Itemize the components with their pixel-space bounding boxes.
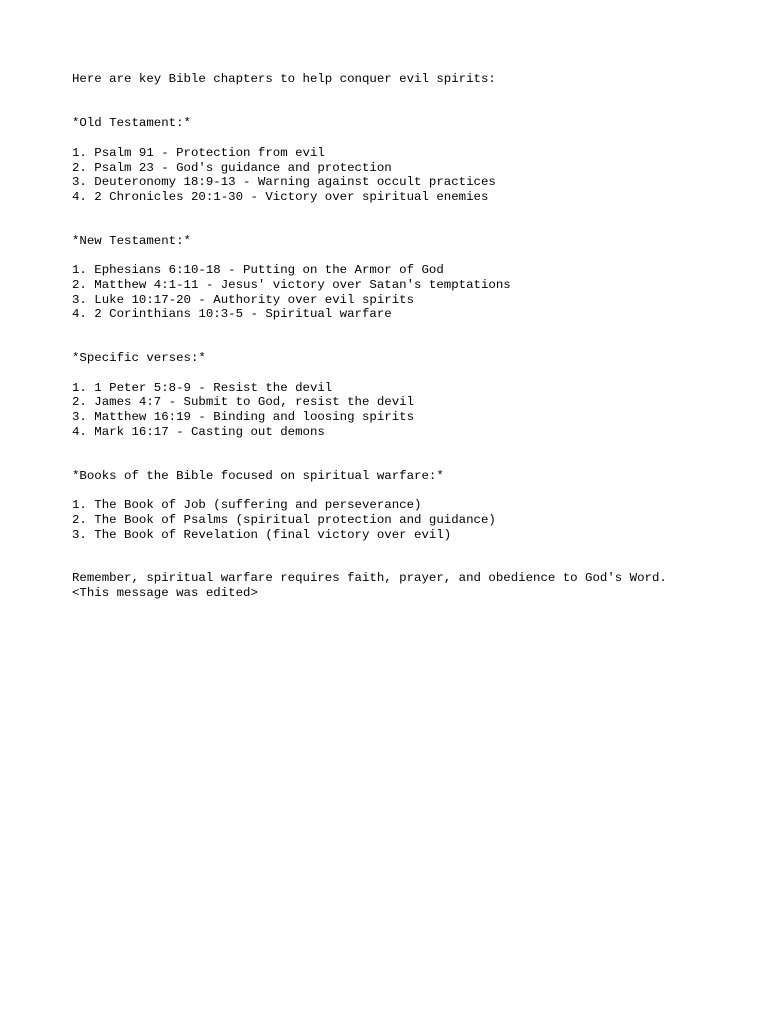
section-heading-old-testament: *Old Testament:* [72, 116, 191, 130]
intro-text: Here are key Bible chapters to help conquer evil spirits: [72, 72, 496, 86]
list-item: 3. The Book of Revelation (final victory over evil) [72, 528, 452, 542]
list-item: 2. Matthew 4:1-11 - Jesus' victory over Satan's temptations [72, 278, 511, 292]
list-item: 4. 2 Corinthians 10:3-5 - Spiritual warfare [72, 307, 392, 321]
list-item: 3. Matthew 16:19 - Binding and loosing spirits [72, 410, 415, 424]
list-item: 2. Psalm 23 - God's guidance and protection [72, 161, 392, 175]
list-item: 2. James 4:7 - Submit to God, resist the devil [72, 395, 415, 409]
list-item: 3. Deuteronomy 18:9-13 - Warning against occult practices [72, 175, 496, 189]
list-item: 1. Ephesians 6:10-18 - Putting on the Armor of God [72, 263, 444, 277]
section-heading-new-testament: *New Testament:* [72, 234, 191, 248]
list-item: 4. 2 Chronicles 20:1-30 - Victory over spiritual enemies [72, 190, 489, 204]
list-item: 2. The Book of Psalms (spiritual protection and guidance) [72, 513, 496, 527]
edited-note: <This message was edited> [72, 586, 258, 600]
list-item: 3. Luke 10:17-20 - Authority over evil spirits [72, 293, 415, 307]
list-item: 4. Mark 16:17 - Casting out demons [72, 425, 325, 439]
list-item: 1. The Book of Job (suffering and perseverance) [72, 498, 422, 512]
section-heading-specific-verses: *Specific verses:* [72, 351, 206, 365]
closing-text: Remember, spiritual warfare requires faith, prayer, and obedience to God's Word. [72, 571, 667, 585]
section-heading-books: *Books of the Bible focused on spiritual warfare:* [72, 469, 444, 483]
list-item: 1. 1 Peter 5:8-9 - Resist the devil [72, 381, 333, 395]
list-item: 1. Psalm 91 - Protection from evil [72, 146, 325, 160]
